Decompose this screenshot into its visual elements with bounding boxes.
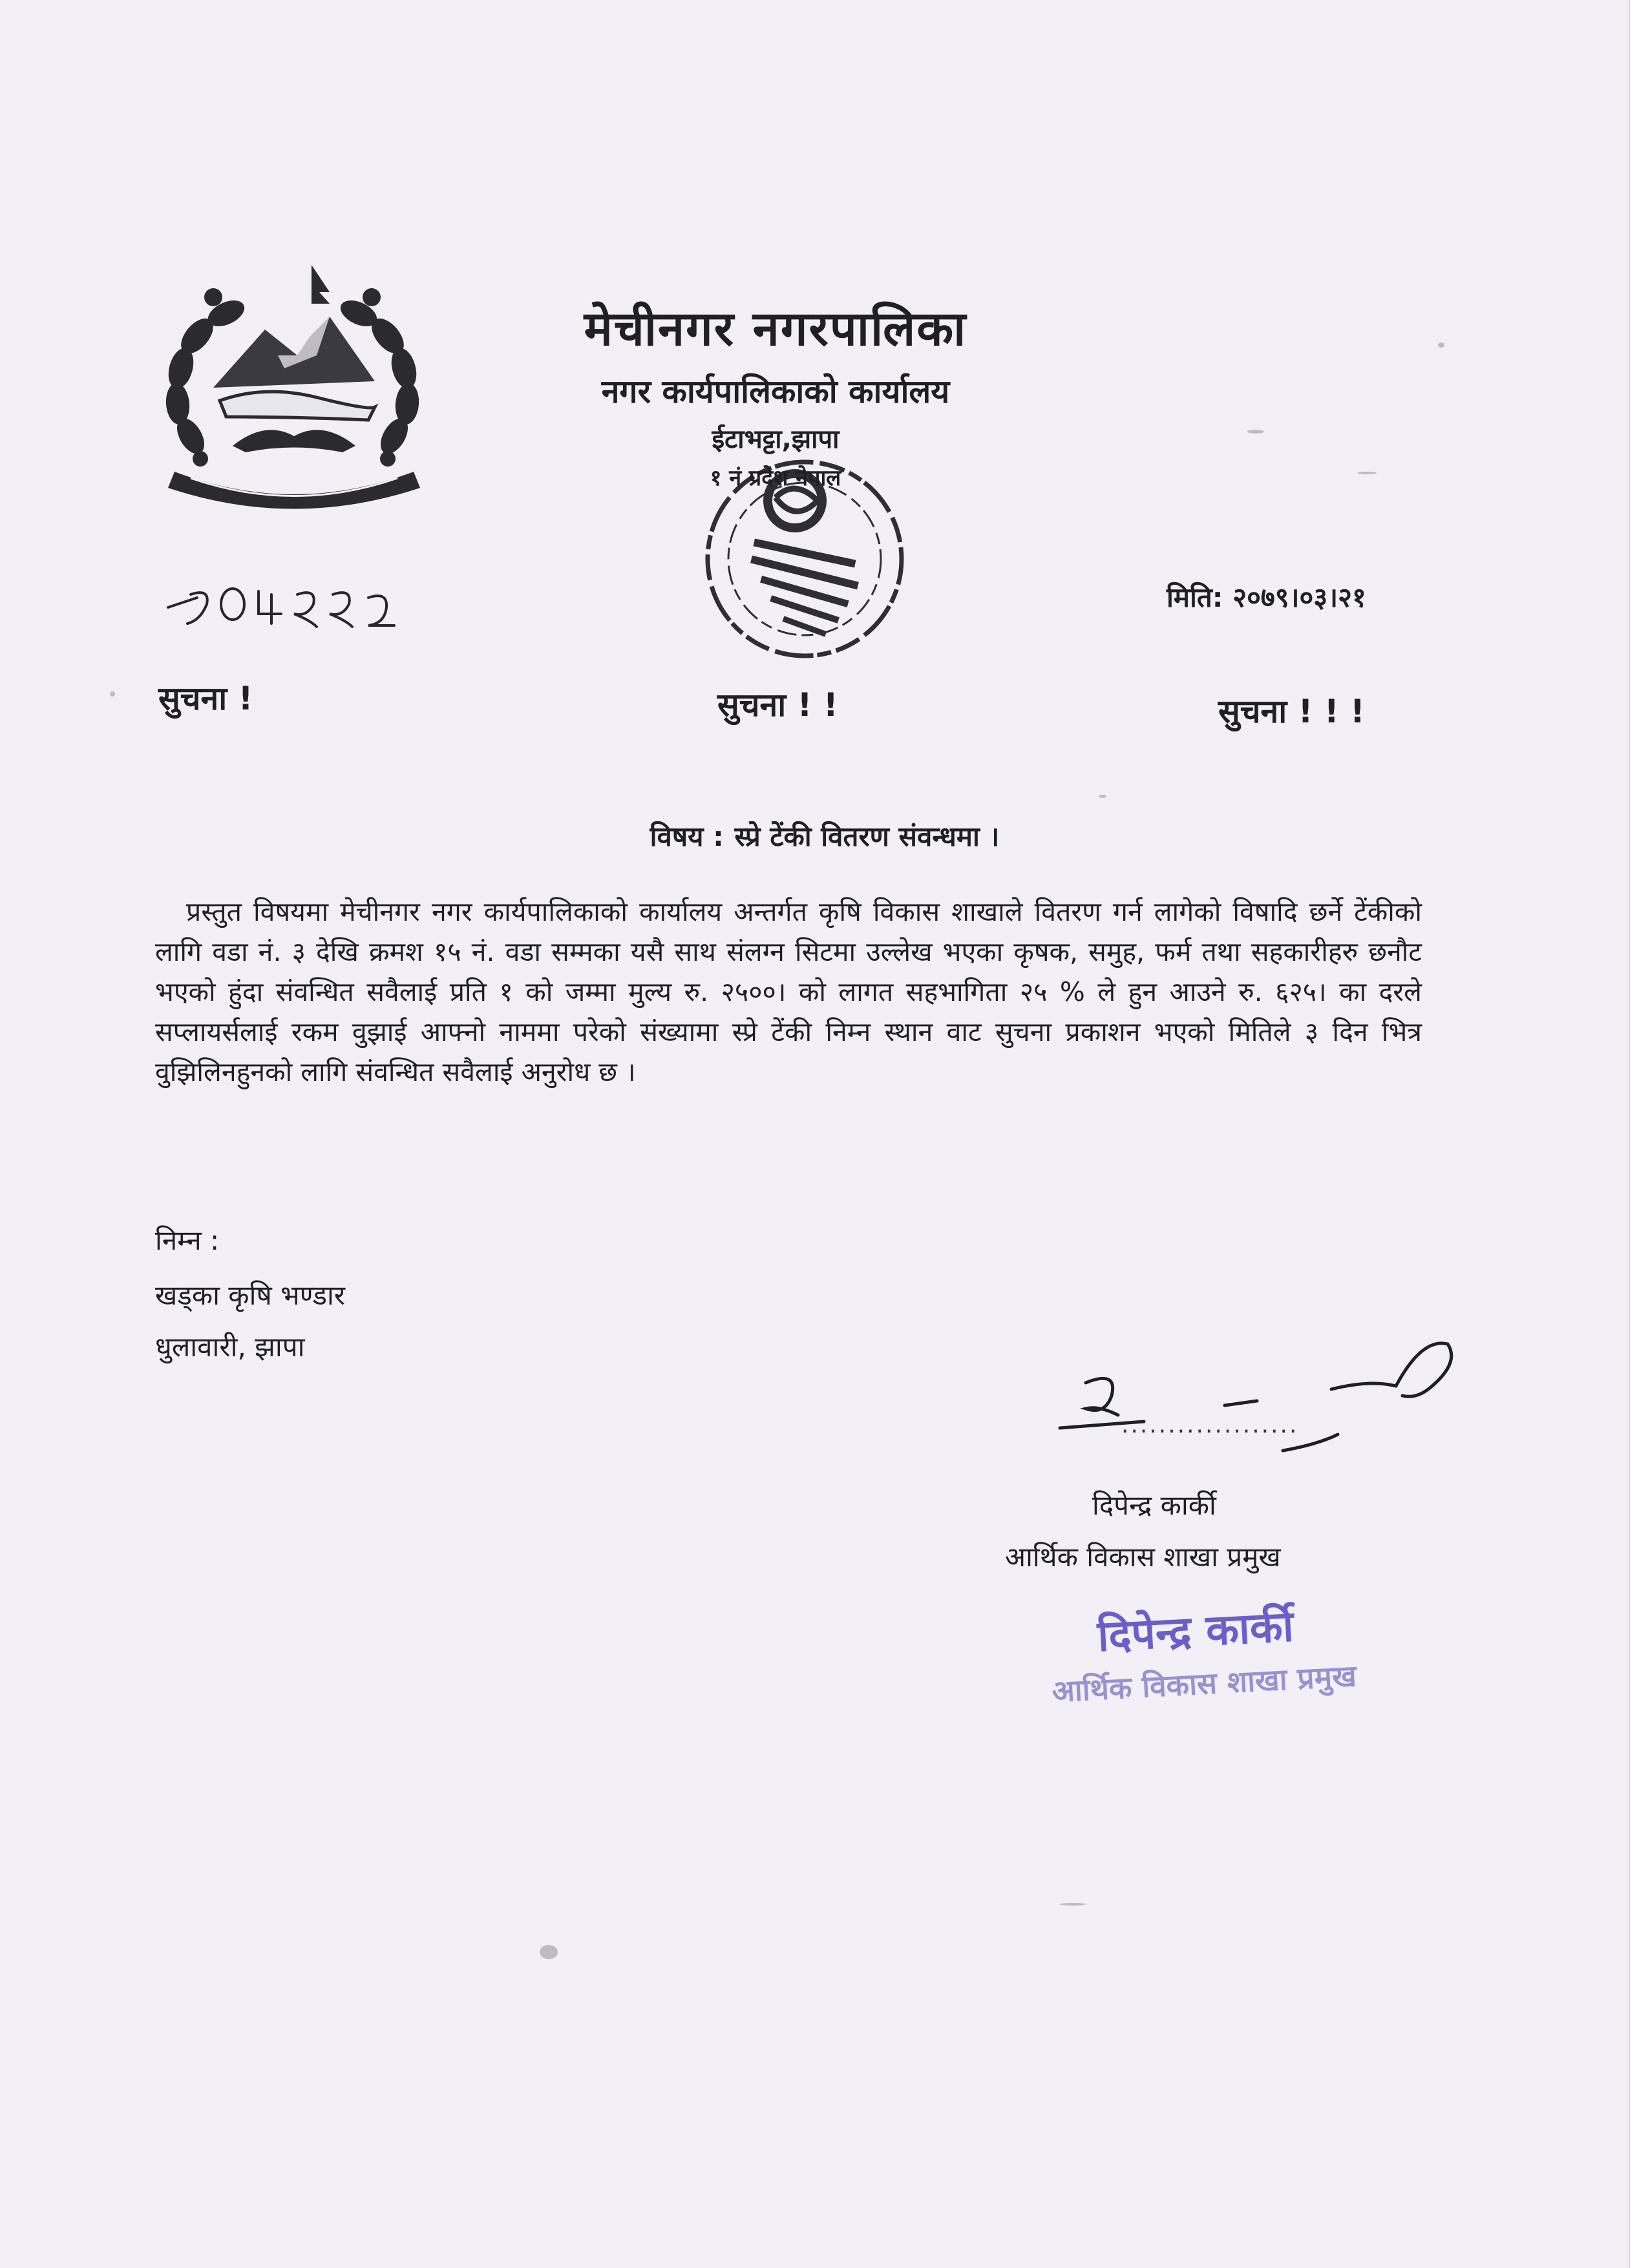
scan-speck — [1060, 1903, 1086, 1906]
signatory-name: दिपेन्द्र कार्की — [1092, 1489, 1216, 1521]
scan-speck — [1438, 342, 1444, 348]
address-label: निम्न : — [155, 1224, 220, 1256]
scan-speck — [540, 1945, 558, 1959]
scan-speck — [1357, 472, 1377, 474]
date-value: २०७९।०३।२१ — [1232, 582, 1366, 613]
name-stamp-name: दिपेन्द्र कार्की — [1096, 1601, 1295, 1661]
name-stamp — [1038, 1586, 1406, 1721]
scan-edge — [1629, 0, 1648, 2268]
handwritten-dispatch-number — [162, 569, 433, 640]
office-round-stamp-icon — [698, 452, 911, 666]
notice-heading-3: सुचना ! ! ! — [1218, 693, 1365, 730]
nepal-government-emblem-icon — [136, 258, 452, 517]
address-line-1: खड्का कृषि भण्डार — [155, 1279, 346, 1311]
office-location: ईटाभट्टा,झापा — [712, 425, 840, 454]
subject-text: स्प्रे टेंकी वितरण संवन्धमा । — [734, 821, 1000, 852]
handwritten-signature — [1034, 1325, 1486, 1486]
date-label: मिति: — [1167, 582, 1223, 613]
address-line-2: धुलावारी, झापा — [155, 1331, 305, 1363]
notice-heading-1: सुचना ! — [158, 680, 253, 717]
notice-body: प्रस्तुत विषयमा मेचीनगर नगर कार्यपालिकाको कार्यालय अन्तर्गत कृषि विकास शाखाले वितरण गर्न लागेको विषादि छर्ने टेंकीको लागि वडा नं. ३ देखि क्रमश १५ नं. वडा सम्मका यसै साथ संलग्न सिटमा उल्लेख भएका कृषक, समुह, फर्म तथा सहकारीहरु छनौट भएको हुंदा संवन्धित सवैलाई प्रति १ को जम्मा मुल्य रु. २५००। को लागत सहभागिता २५ % ले हुन आउने रु. ६२५। का दरले सप्लायर्सलाई रकम वुझाई आफ्नो नाममा परेको संख्यामा स्प्रे टेंकी निम्न स्थान वाट सुचना प्रकाशन भएको मितिले ३ दिन भित्र वुझिलिनहुनको लागि संवन्धित सवैलाई अनुरोध छ । — [155, 896, 1422, 1087]
subject-line — [0, 817, 1648, 854]
scan-speck — [1099, 795, 1106, 798]
signatory-title: आर्थिक विकास शाखा प्रमुख — [1005, 1541, 1281, 1573]
scan-speck — [110, 691, 115, 697]
subject-label: विषय : — [650, 821, 724, 852]
date-line — [1167, 578, 1366, 615]
office-name: नगर कार्यपालिकाको कार्यालय — [601, 373, 950, 410]
scan-speck — [1247, 430, 1264, 434]
notice-heading-2: सुचना ! ! — [717, 686, 838, 724]
signature-line: ................... — [1121, 1412, 1299, 1438]
organization-name: मेचीनगर नगरपालिका — [584, 301, 967, 357]
province-line: १ नं प्रदेश नेपाल — [710, 465, 841, 491]
name-stamp-title: आर्थिक विकास शाखा प्रमुख — [1051, 1658, 1358, 1709]
